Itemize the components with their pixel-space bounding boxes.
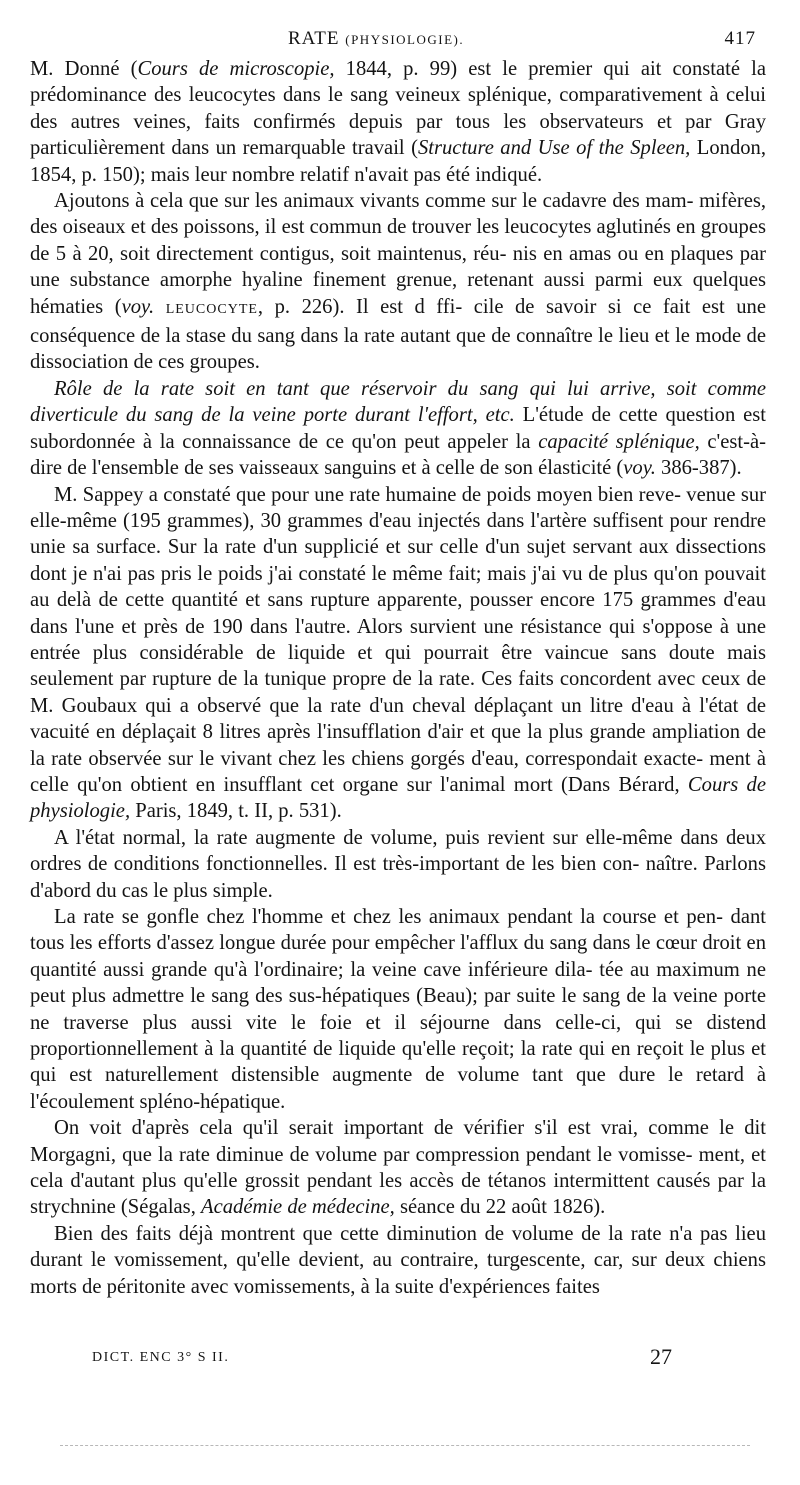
text-run: Ajoutons à cela que sur les animaux vivants comme sur le cadavre des mam- mifères, des oiseaux et des poissons, il est commun de trouver les leucocytes aglutinés en groupes de 5 à 20, soit directement contigus, soit maintenus, réu- nis en amas ou en plaques par une substance amorphe hyaline finement grenue, retenant aussi parmi eux quelques hématies ( xyxy=(30,190,766,318)
book-title: Structure and Use of the Spleen, xyxy=(417,137,691,160)
book-title: Cours de microscopie, xyxy=(137,58,335,80)
text-run: M. Sappey a constaté que pour une rate humaine de poids moyen bien reve- venue sur elle-même (195 grammes), 30 grammes d'eau injectés dans l'artère suffisent pour rendre unie sa surface. Sur la rate d'un supplicié et sur celle d'un sujet servant aux dissections dont je n'ai pas pris le poids j'ai constaté le même fait; mais j'ai vu de plus qu'on pouvait au delà de cette quantité et sans rupture apparente, pousser encore 175 grammes d'eau dans l'une et près de 190 dans l'autre. Alors survient une résistance qui s'oppose à une entrée plus considérable de liquide et qui pourrait être vaincue sans doute mais seulement par rupture de la tunique propre de la rate. Ces faits concordent avec ceux de M. Goubaux qui a observé que la rate d'un cheval déplaçant un litre d'eau à l'état de vacuité en déplaçait 8 litres après l'insufflation d'air et que la plus grande ampliation de la rate observée sur le vivant chez les chiens gorgés d'eau, correspondait exacte- ment à celle qu'on obtient en insufflant cet organe sur l'animal mort (Dans Bérard, xyxy=(30,483,766,796)
paragraph-4 xyxy=(30,482,766,825)
paragraph-1 xyxy=(30,56,766,188)
emphasis: capacité splénique, xyxy=(538,430,700,453)
page xyxy=(30,22,766,1300)
paragraph-7 xyxy=(30,1115,766,1221)
text-run: On voit d'après cela qu'il serait important de vérifier s'il est vrai, comme le dit Morgagni, que la rate diminue de volume par compression pendant le vomisse- ment, et cela d'autant plus qu'elle grossit pendant les accès de tétanos intermittent causés par la strychnine (Ségalas, xyxy=(30,1117,766,1219)
signature-number: 27 xyxy=(650,1344,672,1369)
text-run: c'est-à-dire de l'ensemble de ses vaisseaux sanguins et à celle de son élasticité ( xyxy=(30,430,766,480)
body-text xyxy=(30,56,766,1300)
voy-reference: voy. xyxy=(121,295,155,318)
text-run: 386-387). xyxy=(655,457,742,480)
section-heading: Rôle de la rate soit en tant que réservoir du sang qui lui arrive, soit comme diverticule du sang de la veine porte durant l'effort, etc. xyxy=(30,377,766,427)
running-title-main: RATE xyxy=(288,28,340,49)
text-run: L'étude de cette question est subordonnée à la connaissance de ce qu'on peut appeler la xyxy=(30,404,766,453)
running-header xyxy=(30,22,766,56)
paragraph-3 xyxy=(30,376,766,482)
printer-signature: DICT. ENC 3° S II. xyxy=(92,1350,230,1365)
running-title-sub: (PHYSIOLOGIE). xyxy=(345,32,465,47)
text-run: , p. 226). Il est d ffi- cile de savoir si ce fait est une conséquence de la stase du sang dans la rate autant que de connaître le lieu et le mode de dissociation de ces groupes. xyxy=(30,295,766,374)
text-run: 1844, p. 99) est le premier qui ait constaté la prédominance des leucocytes dans le sang veineux splénique, comparativement à celui des autres veines, faits confirmés depuis par tous les observateurs et par Gray particulièrement dans un remarquable travail ( xyxy=(30,58,766,160)
paragraph-6: La rate se gonfle chez l'homme et chez les animaux pendant la course et pen- dant tous les efforts d'assez longue durée pour empêcher l'afflux du sang dans le cœur droit en quantité aussi grande qu'à l'ordinaire; la veine cave inférieure dila- tée au maximum ne peut plus admettre le sang des sus-hépatiques (Beau); par suite le sang de la veine porte ne traverse plus aussi vite le foie et il séjourne dans celle-ci, qui se distend proportionnellement à la quantité de liquide qu'elle reçoit; la rate qui en reçoit le plus et qui est naturellement distensible augmente de volume tant que dure le retard à l'écoulement spléno-hépatique. xyxy=(30,906,766,1113)
book-title: Académie de médecine, xyxy=(201,1196,395,1219)
text-run: séance du 22 août 1826). xyxy=(394,1196,606,1219)
voy-reference: voy. xyxy=(623,457,656,480)
bottom-rule xyxy=(60,1445,750,1446)
paragraph-5: A l'état normal, la rate augmente de volume, puis revient sur elle-même dans deux ordres de conditions fonctionnelles. Il est très-important de les bien con- naître. Parlons d'abord du cas le plus simple. xyxy=(30,826,766,902)
text-run: M. Donné ( xyxy=(30,58,138,80)
book-title: Cours de physiologie, xyxy=(30,773,766,823)
signature-line xyxy=(92,1344,692,1380)
text-run: Paris, 1849, t. II, p. 531). xyxy=(130,800,342,823)
paragraph-8: Bien des faits déjà montrent que cette diminution de volume de la rate n'a pas lieu durant le vomissement, qu'elle devient, au contraire, turgescente, car, sur deux chiens morts de péritonite avec vomissements, à la suite d'expériences faites xyxy=(30,1222,766,1298)
text-run: London, 1854, p. 150); mais leur nombre relatif n'avait pas été indiqué. xyxy=(30,137,766,186)
paragraph-2 xyxy=(30,188,766,376)
running-title xyxy=(288,28,464,50)
cross-reference: LEUCOCYTE xyxy=(165,301,258,317)
page-number: 417 xyxy=(724,28,756,49)
